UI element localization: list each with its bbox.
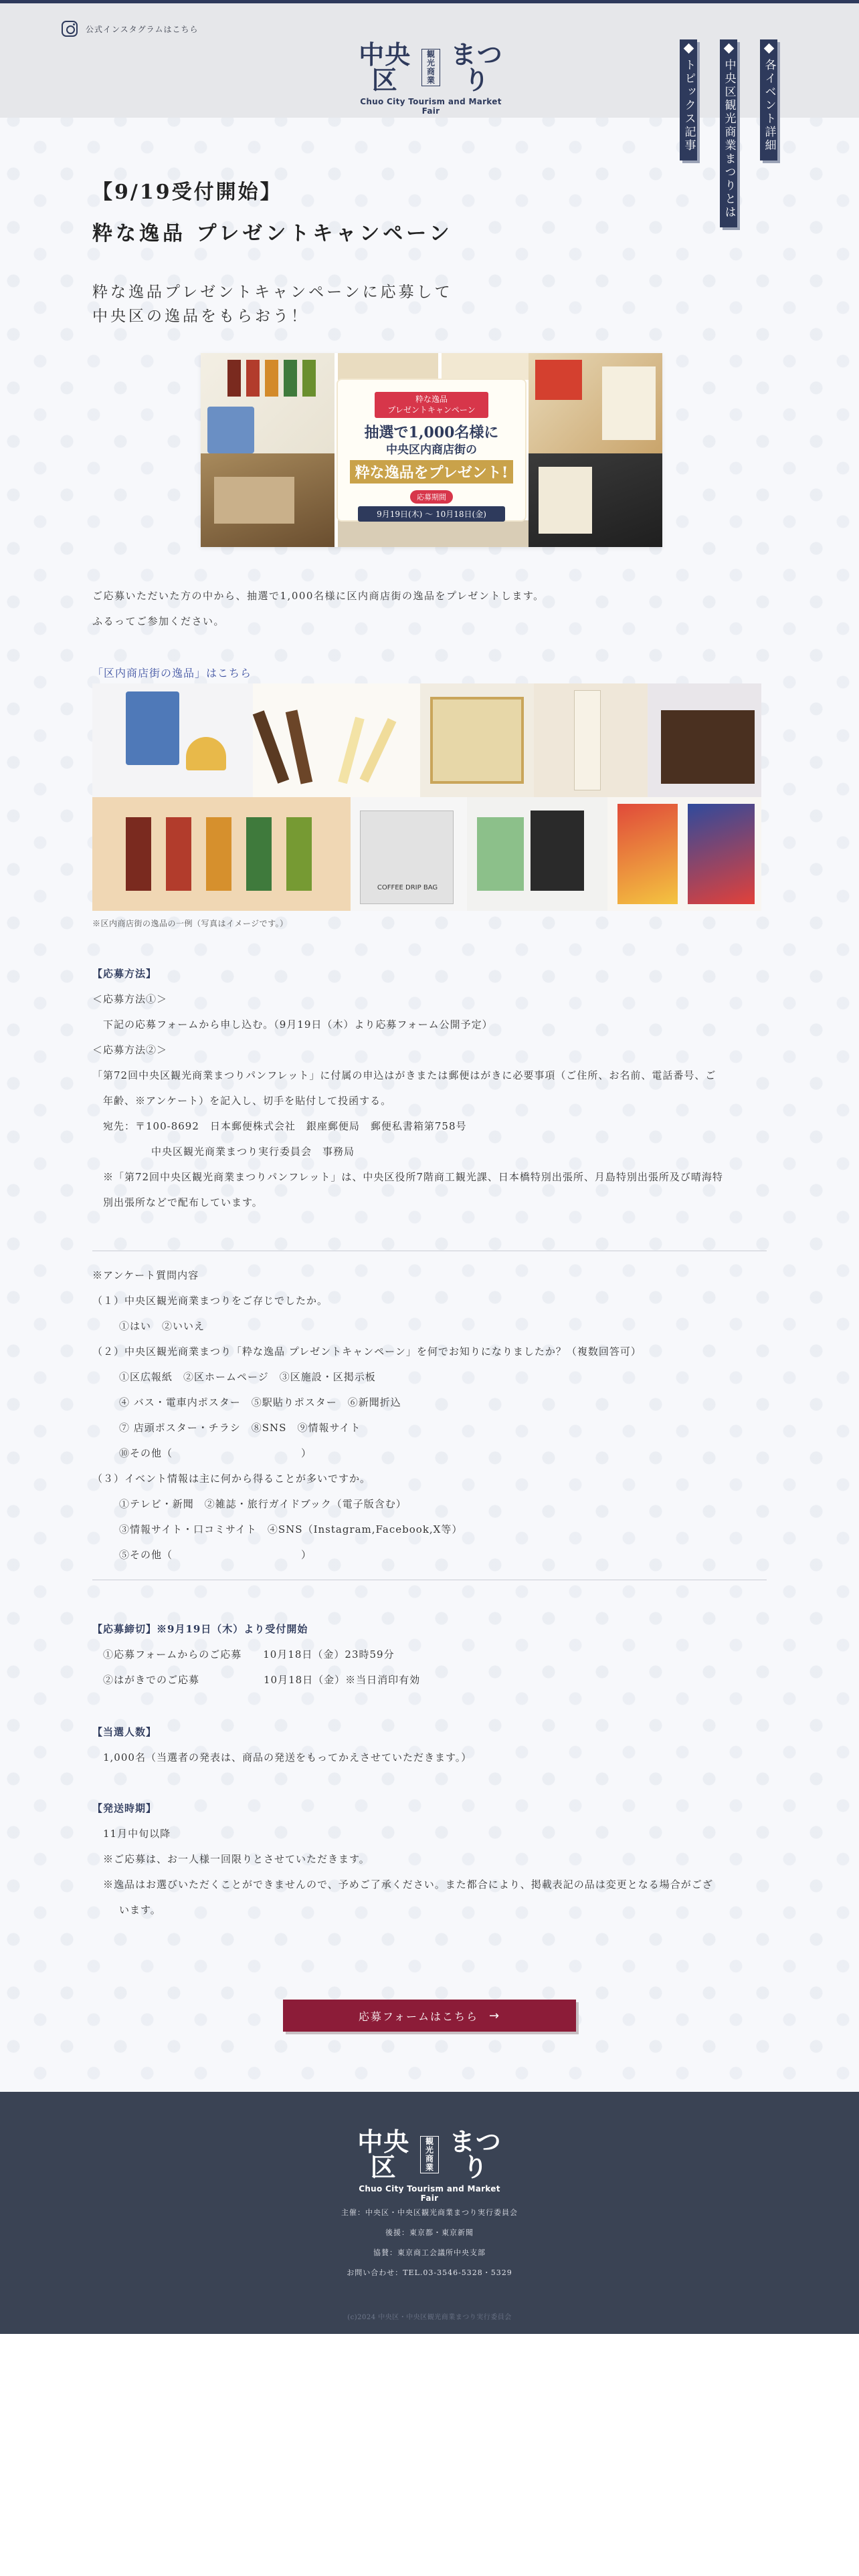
site-footer	[0, 2092, 859, 2334]
intro-line-1: ご応募いただいた方の中から、抽選で1,000名様に区内商店街の逸品をプレゼントします。	[92, 590, 545, 602]
deadline-heading: 【応募締切】※9月19日（木）より受付開始	[92, 1623, 308, 1635]
campaign-hero-image	[201, 353, 662, 547]
footer-logo[interactable]: 中央区 観光 商業 まつり Chuo City Tourism and Market Fair	[357, 2127, 502, 2203]
winners-heading: 【当選人数】	[92, 1726, 157, 1738]
hero-period-label: 応募期間	[410, 490, 453, 504]
footer-info	[0, 2203, 859, 2283]
winners-section	[92, 1719, 768, 1770]
footer-cooperation: 協賛：東京商工会議所中央支部	[373, 2248, 486, 2257]
survey-line: ⑦ 店頭ポスター・チラシ ⑧SNS ⑨情報サイト	[119, 1422, 361, 1434]
shipping-line: ※ご応募は、お一人様一回限りとさせていただきます。	[103, 1853, 370, 1865]
hero-period: 9月19日(木) ～ 10月18日(金)	[358, 506, 505, 522]
coffee-bag-label: COFFEE DRIP BAG	[377, 884, 438, 891]
shipping-line: います。	[119, 1904, 161, 1916]
diamond-icon	[723, 43, 734, 54]
diamond-icon	[683, 43, 694, 54]
footer-contact: お問い合わせ：TEL.03-3546-5328・5329	[347, 2268, 512, 2277]
logo-main-text: 中央区	[359, 39, 411, 95]
shipping-line: 11月中旬以降	[103, 1828, 171, 1840]
cta-label: 応募フォームはこちら	[358, 2010, 479, 2023]
method-address: 宛先：〒100‐8692 日本郵便株式会社 銀座郵便局 郵便私書箱第758号	[103, 1120, 467, 1132]
nav-topics[interactable]: トピックス記事	[680, 39, 697, 160]
method-line: 別出張所などで配布しています。	[103, 1196, 263, 1208]
method-address-recipient: 中央区観光商業まつり実行委員会 事務局	[151, 1146, 355, 1158]
diamond-icon	[763, 43, 774, 54]
instagram-icon	[62, 21, 78, 37]
page-title-section	[92, 175, 767, 328]
survey-line: （３）イベント情報は主に何から得ることが多いですか。	[92, 1473, 371, 1485]
shipping-section	[92, 1796, 768, 1923]
instagram-link[interactable]	[62, 21, 199, 37]
shipping-line: ※逸品はお選びいただくことができませんので、予めご了承ください。また都合により、掲載表記の品は変更となる場合がござ	[103, 1879, 713, 1891]
footer-support: 後援：東京都・東京新聞	[385, 2228, 474, 2237]
survey-line: ※アンケート質問内容	[92, 1269, 199, 1281]
arrow-right-icon: →	[489, 2008, 501, 2023]
deadline-line: ①応募フォームからのご応募 10月18日（金）23時59分	[103, 1648, 395, 1660]
logo-badge: 観光 商業	[421, 49, 440, 87]
hero-campaign-card: 粋な逸品 プレゼントキャンペーン 抽選で1,000名様に 中央区内商店街の 粋な逸品をプレゼント! 応募期間 9月19日(木) ～ 10月18日(金)	[338, 380, 525, 520]
winners-line: 1,000名（当選者の発表は、商品の発送をもってかえさせていただきます。）	[103, 1751, 472, 1763]
logo-tail-text: まつり	[450, 39, 503, 95]
instagram-label: 公式インスタグラムはこちら	[86, 24, 199, 34]
method-line: 年齢、※アンケート）を記入し、切手を貼付して投函する。	[103, 1095, 392, 1107]
survey-line: ⑩その他（ ）	[119, 1447, 312, 1459]
survey-line: ①はい ②いいえ	[119, 1320, 205, 1332]
deadline-section	[92, 1616, 768, 1693]
survey-section	[92, 1263, 768, 1568]
survey-line: （１）中央区観光商業まつりをご存じでしたか。	[92, 1295, 328, 1307]
footer-organizer: 主催：中央区・中央区観光商業まつり実行委員会	[341, 2208, 518, 2217]
products-caption: ※区内商店街の逸品の一例（写真はイメージです。）	[92, 919, 288, 928]
method-line: ＜応募方法①＞	[92, 993, 168, 1005]
product-photo-collage	[92, 683, 761, 911]
page-title-date: 【9/19受付開始】	[92, 181, 282, 204]
lead-text: 粋な逸品プレゼントキャンペーンに応募して 中央区の逸品をもらおう！	[92, 284, 453, 325]
intro-line-2: ふるってご参加ください。	[92, 615, 225, 627]
survey-line: ③情報サイト・口コミサイト ④SNS（Instagram,Facebook,X等）	[119, 1523, 463, 1535]
products-link[interactable]: 「区内商店街の逸品」はこちら	[92, 667, 252, 679]
survey-line: （２）中央区観光商業まつり「粋な逸品 プレゼントキャンペーン」を何でお知りになりましたか？（複数回答可）	[92, 1346, 642, 1358]
footer-copyright: (c)2024 中央区・中央区観光商業まつり実行委員会	[347, 2314, 512, 2321]
deadline-line: ②はがきでのご応募 10月18日（金）※当日消印有効	[103, 1674, 421, 1686]
survey-line: ①テレビ・新聞 ②雑誌・旅行ガイドブック（電子版含む）	[119, 1498, 407, 1510]
nav-event-details[interactable]: 各イベント詳細	[760, 39, 777, 160]
application-form-button[interactable]	[283, 2000, 576, 2032]
application-method-section	[92, 961, 768, 1215]
method-line: 「第72回中央区観光商業まつりパンフレット」に付属の申込はがきまたは郵便はがきに必要事項（ご住所、お名前、電話番号、ご	[92, 1069, 717, 1081]
method-line: ※「第72回中央区観光商業まつりパンフレット」は、中央区役所7階商工観光課、日本橋特別出張所、月島特別出張所及び晴海特	[103, 1171, 723, 1183]
survey-line: ⑤その他（ ）	[119, 1549, 312, 1561]
survey-line: ①区広報紙 ②区ホームページ ③区施設・区掲示板	[119, 1371, 376, 1383]
page-title: 粋な逸品 プレゼントキャンペーン	[92, 222, 453, 245]
site-logo[interactable]	[351, 39, 511, 116]
hero-gold-text: 粋な逸品をプレゼント!	[350, 460, 514, 484]
method-line: 下記の応募フォームから申し込む。（9月19日（木）より応募フォーム公開予定）	[103, 1018, 493, 1031]
survey-line: ④ バス・電車内ポスター ⑤駅貼りポスター ⑥新聞折込	[119, 1396, 401, 1408]
shipping-heading: 【発送時期】	[92, 1802, 157, 1814]
method-heading: 【応募方法】	[92, 968, 157, 980]
nav-about[interactable]: 中央区観光商業まつりとは	[720, 39, 737, 227]
hero-headline: 抽選で1,000名様に 中央区内商店街の	[364, 424, 499, 457]
method-line: ＜応募方法②＞	[92, 1044, 168, 1056]
logo-subtitle: Chuo City Tourism and Market Fair	[360, 97, 502, 116]
